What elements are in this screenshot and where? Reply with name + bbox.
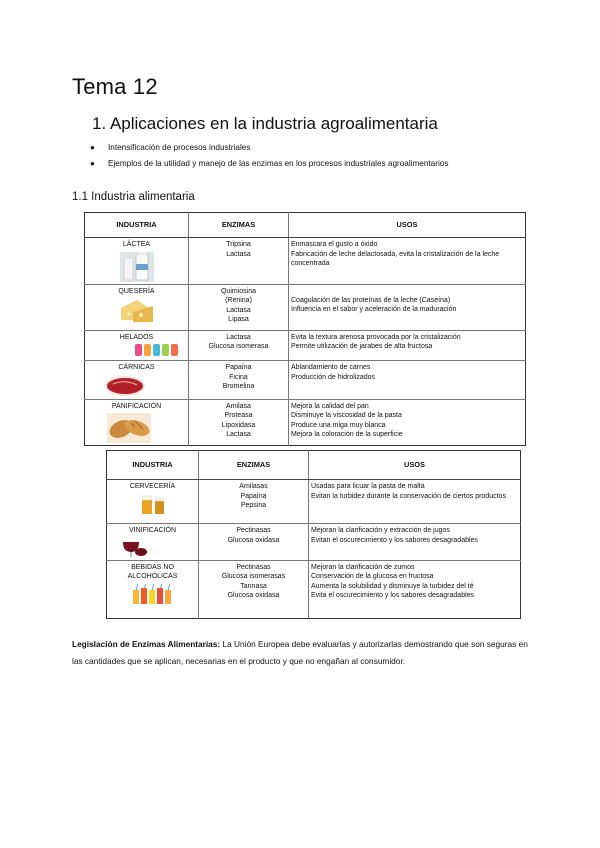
milk-icon xyxy=(120,252,154,282)
enzymes-cell: Pectinasas Glucosa oxidasa xyxy=(199,524,309,561)
table-row xyxy=(85,284,526,330)
industry-cell: VINIFICACIÓN xyxy=(107,524,199,561)
industry-cell: CERVECERÍA xyxy=(107,480,199,524)
bread-icon xyxy=(107,413,151,443)
section-title: 1. Aplicaciones en la industria agroalimentaria xyxy=(92,114,438,133)
industry-cell: QUESERÍA xyxy=(85,284,189,330)
enzymes-cell: Amilasas Papaína Pepsina xyxy=(199,480,309,524)
enzymes-cell: Amilasa Proteasa Lipoxidasa Lactasa xyxy=(189,399,289,446)
uses-cell: Evita la textura arenosa provocada por la cristalización Permite utilización de jarabes de alta fructosa xyxy=(289,330,526,361)
header-industria: INDUSTRIA xyxy=(107,451,199,480)
juice-icon xyxy=(131,584,175,606)
industry-cell: LÁCTEA xyxy=(85,238,189,285)
industry-cell: BEBIDAS NO ALCOHÓLICAS xyxy=(107,560,199,618)
meat-icon xyxy=(105,375,145,397)
table-row xyxy=(85,361,526,400)
industry-cell: HELADOS xyxy=(85,330,189,361)
header-usos: USOS xyxy=(309,451,521,480)
industry-cell: PANIFICACIÓN xyxy=(85,399,189,446)
enzymes-cell: Lactasa Glucosa isomerasa xyxy=(189,330,289,361)
bullet-item: ● Intensificación de procesos industriales xyxy=(90,140,448,156)
bullet-item: ● Ejemplos de la utilidad y manejo de las enzimas en los procesos industriales agroalimentarios xyxy=(90,156,448,172)
enzymes-cell: Quimiosina (Renina) Lactasa Lipasa xyxy=(189,284,289,330)
enzymes-cell: Papaína Ficina Bromelina xyxy=(189,361,289,400)
header-usos: USOS xyxy=(289,213,526,238)
uses-cell: Mejoran la clarificación de zumos Conservación de la glucosa en fructosa Aumenta la solubilidad y disminuye la turbidez del té Evita el oscurecimiento y los sabores desagradables xyxy=(309,560,521,618)
table-row xyxy=(85,330,526,361)
uses-cell: Mejoran la clarificación y extracción de jugos Evitan el oscurecimiento y los sabores desagradables xyxy=(309,524,521,561)
subsection-title: 1.1 Industria alimentaria xyxy=(72,191,195,203)
header-enzimas: ENZIMAS xyxy=(189,213,289,238)
uses-cell: Enmascara el gusto a óxido Fabricación de leche delactosada, evita la cristalización de la leche concentrada xyxy=(289,238,526,285)
uses-cell: Mejora la calidad del pan Disminuye la viscosidad de la pasta Produce una miga muy blanca Mejora la coloración de la superficie xyxy=(289,399,526,446)
enzymes-cell: Tripsina Lactasa xyxy=(189,238,289,285)
table-row xyxy=(85,238,526,285)
table-row xyxy=(107,480,521,524)
enzymes-cell: Pectinasas Glucosa isomerasas Tannasa Glucosa oxidasa xyxy=(199,560,309,618)
cheese-icon xyxy=(119,298,155,324)
bullet-list xyxy=(90,140,448,172)
table-row xyxy=(107,524,521,561)
legislation-text: La Unión Europea debe evaluarlas y autorizarlas demostrando que son seguras en las cantidades que se aplican, necesarias en el producto y que no engañan al consumidor. xyxy=(72,639,528,666)
enzymes-table-beverages xyxy=(106,450,521,619)
table-row xyxy=(85,399,526,446)
uses-cell: Ablandamiento de carnes Producción de hidrolizados xyxy=(289,361,526,400)
ice-cream-icon xyxy=(135,344,179,358)
uses-cell: Coagulación de las proteínas de la leche (Caseína) Influencia en el sabor y aceleración de la maduración xyxy=(289,284,526,330)
legislation-paragraph xyxy=(72,636,532,670)
bullet-icon: ● xyxy=(90,143,95,152)
industry-cell: CÁRNICAS xyxy=(85,361,189,400)
header-enzimas: ENZIMAS xyxy=(199,451,309,480)
bullet-icon: ● xyxy=(90,159,95,168)
uses-cell: Usadas para licuar la pasta de malta Evitan la turbidez durante la conservación de ciertos productos xyxy=(309,480,521,524)
beer-icon xyxy=(136,494,170,516)
header-industria: INDUSTRIA xyxy=(85,213,189,238)
table-row xyxy=(107,560,521,618)
legislation-label: Legislación de Enzimas Alimentarias: xyxy=(72,639,221,649)
enzymes-table-food xyxy=(84,212,526,446)
document-title: Tema 12 xyxy=(72,74,158,99)
wine-icon xyxy=(119,538,149,558)
